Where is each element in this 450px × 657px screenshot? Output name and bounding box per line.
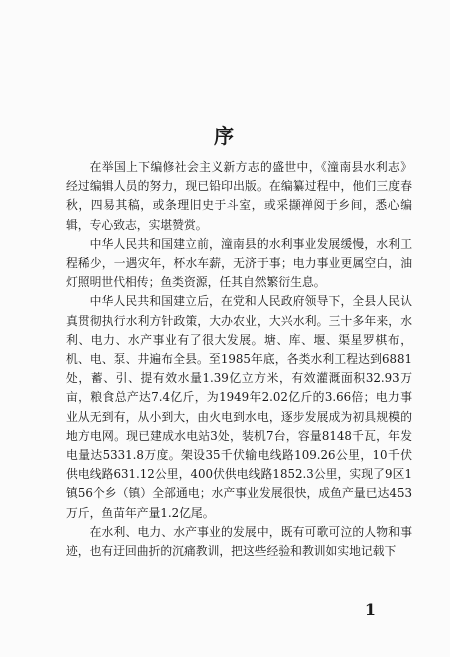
paragraph-4: 在水利、电力、水产事业的发展中，既有可歌可泣的人物和事迹，也有迂回曲折的沉痛教训，把这些经验和教训如实地记载下 [66, 524, 412, 559]
page-number: 1 [364, 600, 376, 619]
preface-body [66, 158, 412, 561]
paragraph-2: 中华人民共和国建立前，潼南县的水利事业发展缓慢，水利工程稀少，一遇灾年，杯水车薪，无济于事；电力事业更属空白，油灯照明世代相传；鱼类资源，任其自然繁衍生息。 [66, 236, 412, 290]
paragraph-1: 在举国上下编修社会主义新方志的盛世中，《潼南县水利志》经过编辑人员的努力，现已铅印出版。在编纂过程中，他们三度春秋，四易其稿，或条理旧史于斗室，或采撷禅阅于乡间，悉心编辑，专心致志，实堪赞赏。 [66, 160, 412, 232]
paragraph-3: 中华人民共和国建立后，在党和人民政府领导下，全县人民认真贯彻执行水利方针政策，大办农业，大兴水利。三十多年来，水利、电力、水产事业有了很大发展。塘、库、堰、渠星罗棋布，机、电、泵、井遍布全县。至1985年底，各类水利工程达到6881处，蓄、引、提有效水量1.39亿立方米，有效灌溉面积32.93万亩，粮食总产达7.4亿斤，为1949年2.02亿斤的3.66倍；电力事业从无到有，从小到大，由火电到水电，逐步发展成为初具规模的地方电网。现已建成水电站3处，装机7台，容量8148千瓦，年发电量达5331.8万度。架设35千伏输电线路109.26公里，10千伏供电线路631.12公里，400伏供电线路1852.3公里，实现了9区1镇56个乡（镇）全部通电；水产事业发展很快，成鱼产量已达453万斤，鱼苗年产量1.2亿尾。 [66, 294, 412, 520]
page-title: 序 [214, 124, 236, 148]
